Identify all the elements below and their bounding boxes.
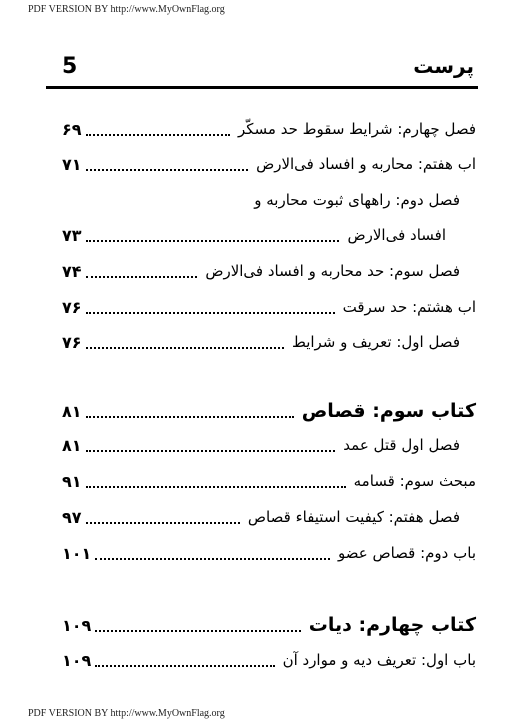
toc-entry-page: ۹۱ <box>62 471 82 491</box>
toc-entry-text: فصل اول: تعریف و شرایط <box>291 333 460 351</box>
toc-entry-text: فصل اول قتل عمد <box>343 436 460 454</box>
toc-entry-text: فصل سوم: حد محاربه و افساد فی‌الارض <box>205 262 460 280</box>
toc-entry-page: ۷۶ <box>62 332 82 352</box>
toc-entry-text: اب هشتم: حد سرقت <box>342 298 476 316</box>
toc-entry-text: باب دوم: قصاص عضو <box>337 544 476 562</box>
toc-entry <box>62 114 476 144</box>
toc-leader-dots <box>86 239 340 242</box>
pdf-banner-top: PDF VERSION BY http://www.MyOwnFlag.org <box>28 4 225 15</box>
toc-leader-dots <box>86 133 230 136</box>
toc-leader-dots <box>86 346 284 349</box>
toc-entry <box>62 292 476 322</box>
toc-entry <box>62 327 460 357</box>
toc-leader-dots <box>95 557 330 560</box>
toc-leader-dots <box>86 449 336 452</box>
toc-entry-page: ۶۹ <box>62 119 82 139</box>
toc-leader-dots <box>86 521 240 524</box>
toc-leader-dots <box>95 664 274 667</box>
toc-entry <box>62 256 460 286</box>
toc-section-heading <box>62 610 476 640</box>
toc-entry <box>62 645 476 675</box>
toc-entry-page: ۷۳ <box>62 225 82 245</box>
toc-entry-page: ۷۶ <box>62 297 82 317</box>
toc-entry-page: ۱۰۹ <box>62 650 92 670</box>
toc-section-heading <box>62 396 476 426</box>
header-rule <box>46 86 478 89</box>
toc-entry-page: ۱۰۱ <box>62 543 92 563</box>
toc-entry-text: افساد فی‌الارض <box>347 226 446 244</box>
page-number: 5 <box>62 54 78 79</box>
toc-entry <box>62 538 476 568</box>
toc-entry <box>62 185 460 215</box>
toc-entry-text: اب هفتم: محاربه و افساد فی‌الارض <box>256 155 476 173</box>
toc-entry-text: کتاب سوم: قصاص <box>301 400 476 422</box>
toc-leader-dots <box>86 485 346 488</box>
toc-entry-text: فصل دوم: راههای ثبوت محاربه و <box>254 191 460 209</box>
running-header-title: پرست <box>413 54 474 78</box>
toc-entry-text: کتاب چهارم: دیات <box>308 614 476 636</box>
toc-entry-text: فصل چهارم: شرایط سقوط حد مسکّر <box>237 120 476 138</box>
toc-entry <box>62 502 460 532</box>
toc-entry <box>62 430 460 460</box>
toc-entry <box>62 149 476 179</box>
toc-leader-dots <box>86 311 335 314</box>
toc-leader-dots <box>86 168 249 171</box>
toc-entry <box>62 466 476 496</box>
toc-leader-dots <box>95 629 300 632</box>
toc-entry-text: مبحث سوم: قسامه <box>353 472 476 490</box>
toc-leader-dots <box>86 415 294 418</box>
toc-entry-text: باب اول: تعریف دیه و موارد آن <box>282 651 476 669</box>
toc-leader-dots <box>86 275 198 278</box>
pdf-banner-bottom: PDF VERSION BY http://www.MyOwnFlag.org <box>28 708 225 719</box>
toc-entry-page: ۸۱ <box>62 435 82 455</box>
toc-entry-page: ۷۴ <box>62 261 82 281</box>
toc-entry-page: ۸۱ <box>62 401 82 421</box>
toc-entry-page: ۷۱ <box>62 154 82 174</box>
toc-entry <box>62 220 446 250</box>
toc-entry-page: ۱۰۹ <box>62 615 92 635</box>
toc-entry-text: فصل هفتم: کیفیت استیفاء قصاص <box>247 508 460 526</box>
toc-entry-page: ۹۷ <box>62 507 82 527</box>
